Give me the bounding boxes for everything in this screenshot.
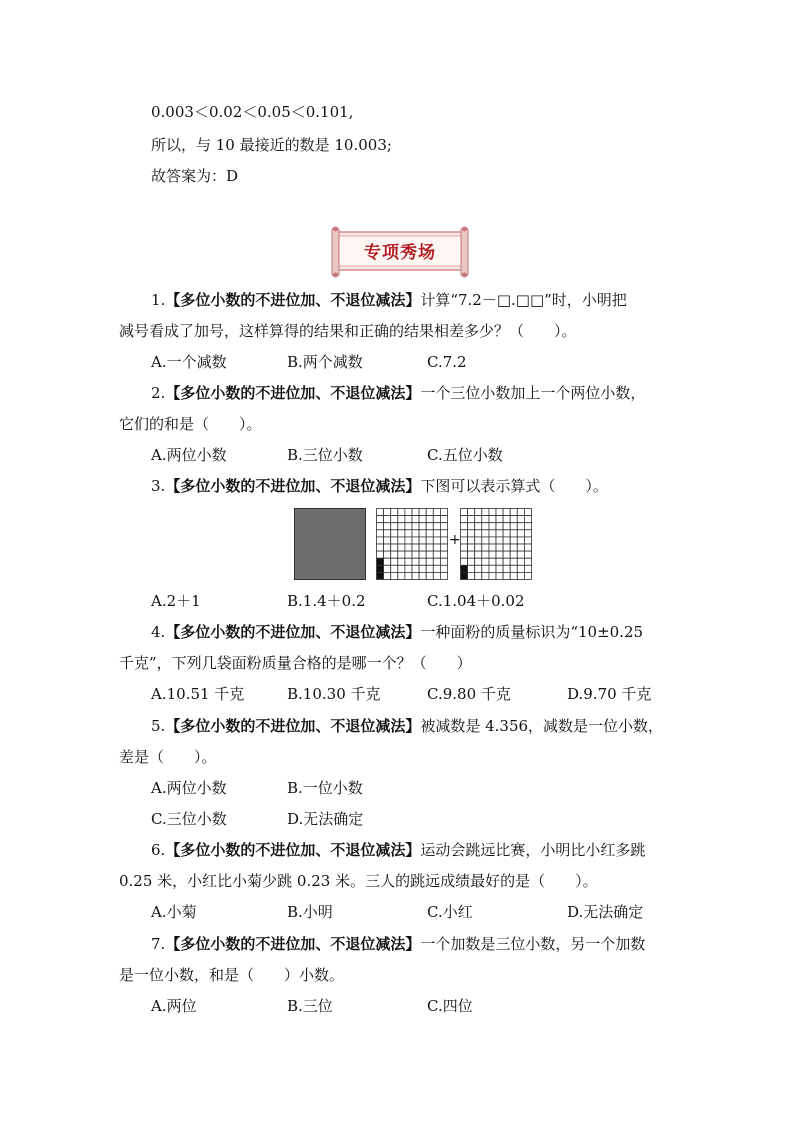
grid-cell xyxy=(503,523,510,530)
grid-cell xyxy=(510,530,517,537)
question-1-line-1 xyxy=(151,290,627,310)
grid-cell xyxy=(440,558,447,565)
grid-cell xyxy=(426,551,433,558)
q1-option-b[interactable]: B.两个减数 xyxy=(287,353,363,371)
grid-cell xyxy=(398,572,405,579)
grid-cell xyxy=(419,537,426,544)
grid-cell xyxy=(503,544,510,551)
grid-cell xyxy=(391,530,398,537)
grid-cell xyxy=(482,551,489,558)
q7-option-c[interactable]: C.四位 xyxy=(427,997,473,1015)
grid-cell xyxy=(524,537,531,544)
grid-cell-shaded xyxy=(461,565,468,572)
grid-cell xyxy=(475,551,482,558)
grid-cell xyxy=(489,516,496,523)
grid-cell xyxy=(503,558,510,565)
grid-cell xyxy=(503,516,510,523)
grid-cell xyxy=(405,572,412,579)
grid-cell xyxy=(426,565,433,572)
grid-cell xyxy=(419,516,426,523)
grid-cell xyxy=(412,523,419,530)
grid-cell xyxy=(503,509,510,516)
grid-cell xyxy=(412,558,419,565)
grid-cell xyxy=(468,544,475,551)
grid-cell xyxy=(517,544,524,551)
section-banner xyxy=(330,226,470,278)
grid-cell xyxy=(377,544,384,551)
grid-cell xyxy=(517,516,524,523)
q7-option-b[interactable]: B.三位 xyxy=(287,997,333,1015)
grid-cell xyxy=(503,530,510,537)
question-text: 一种面粉的质量标识为“10±0.25 xyxy=(420,623,644,641)
grid-cell xyxy=(426,537,433,544)
grid-cell xyxy=(384,558,391,565)
grid-cell xyxy=(405,551,412,558)
grid-cell xyxy=(503,572,510,579)
question-text: 一个加数是三位小数，另一个加数 xyxy=(420,935,646,953)
grid-cell xyxy=(412,516,419,523)
q3-option-b[interactable]: B.1.4＋0.2 xyxy=(287,592,366,610)
grid-cell xyxy=(440,509,447,516)
grid-cell xyxy=(517,523,524,530)
grid-cell xyxy=(489,523,496,530)
grid-cell xyxy=(426,572,433,579)
grid-cell xyxy=(377,516,384,523)
grid-cell xyxy=(419,544,426,551)
grid-cell xyxy=(482,537,489,544)
grid-cell xyxy=(489,551,496,558)
grid-cell xyxy=(384,530,391,537)
grid-cell xyxy=(517,537,524,544)
grid-cell xyxy=(405,530,412,537)
grid-cell xyxy=(524,572,531,579)
q5-option-c[interactable]: C.三位小数 xyxy=(151,810,227,828)
grid-cell xyxy=(468,537,475,544)
grid-cell xyxy=(384,565,391,572)
grid-cell xyxy=(524,558,531,565)
grid-cell xyxy=(482,516,489,523)
question-number: 2. xyxy=(151,384,166,402)
grid-cell xyxy=(405,537,412,544)
grid-cell xyxy=(482,523,489,530)
grid-cell xyxy=(398,516,405,523)
grid-cell xyxy=(475,544,482,551)
grid-cell xyxy=(468,565,475,572)
grid-cell xyxy=(377,537,384,544)
topic-tag: 【多位小数的不进位加、不退位减法】 xyxy=(165,841,421,859)
question-6-line-1 xyxy=(151,840,645,860)
grid-cell xyxy=(384,537,391,544)
grid-cell xyxy=(461,551,468,558)
grid-cell xyxy=(405,565,412,572)
grid-cell xyxy=(510,551,517,558)
grid-cell xyxy=(433,516,440,523)
grid-cell xyxy=(391,551,398,558)
grid-cell xyxy=(426,558,433,565)
q3-option-c[interactable]: C.1.04＋0.02 xyxy=(427,592,525,610)
grid-cell xyxy=(503,537,510,544)
grid-cell xyxy=(412,544,419,551)
grid-cell xyxy=(440,544,447,551)
grid-cell xyxy=(496,523,503,530)
grid-cell xyxy=(496,544,503,551)
grid-cell xyxy=(524,544,531,551)
grid-cell xyxy=(517,551,524,558)
grid-cell xyxy=(412,537,419,544)
question-text: 下图可以表示算式（ ）。 xyxy=(420,477,608,495)
grid-cell xyxy=(461,530,468,537)
grid-cell xyxy=(433,530,440,537)
question-number: 5. xyxy=(151,717,166,735)
grid-cell xyxy=(412,509,419,516)
grid-cell xyxy=(440,516,447,523)
q6-option-a[interactable]: A.小菊 xyxy=(151,903,197,921)
grid-cell xyxy=(412,572,419,579)
grid-cell xyxy=(440,565,447,572)
grid-cell xyxy=(391,558,398,565)
grid-cell xyxy=(461,516,468,523)
question-1-line-2: 减号看成了加号，这样算得的结果和正确的结果相差多少？（ ）。 xyxy=(119,322,577,340)
grid-cell xyxy=(517,530,524,537)
grid-cell xyxy=(475,516,482,523)
grid-cell xyxy=(461,544,468,551)
solution-line-3: 故答案为：D xyxy=(151,167,239,185)
grid-cell xyxy=(412,530,419,537)
q3-option-a[interactable]: A.2＋1 xyxy=(151,592,201,610)
grid-cell-shaded xyxy=(377,558,384,565)
grid-cell xyxy=(419,565,426,572)
grid-cell xyxy=(426,516,433,523)
q1-option-c[interactable]: C.7.2 xyxy=(427,353,467,371)
q5-option-d[interactable]: D.无法确定 xyxy=(287,810,364,828)
q6-option-d[interactable]: D.无法确定 xyxy=(567,903,644,921)
q2-option-c[interactable]: C.五位小数 xyxy=(427,446,503,464)
grid-cell xyxy=(482,558,489,565)
grid-cell xyxy=(391,537,398,544)
grid-cell xyxy=(419,558,426,565)
grid-cell xyxy=(398,523,405,530)
question-number: 1. xyxy=(151,291,166,309)
grid-cell xyxy=(440,537,447,544)
hundred-grid-2 xyxy=(460,508,532,580)
grid-cell xyxy=(433,523,440,530)
grid-cell-shaded xyxy=(461,572,468,579)
q2-option-a[interactable]: A.两位小数 xyxy=(151,446,227,464)
q4-option-b[interactable]: B.10.30 千克 xyxy=(287,685,381,703)
grid-cell xyxy=(433,509,440,516)
grid-cell xyxy=(468,558,475,565)
question-number: 6. xyxy=(151,841,166,859)
grid-cell xyxy=(510,516,517,523)
grid-cell xyxy=(517,565,524,572)
grid-cell xyxy=(510,537,517,544)
solution-line-1: 0.003＜0.02＜0.05＜0.101, xyxy=(151,103,354,121)
grid-cell xyxy=(391,523,398,530)
topic-tag: 【多位小数的不进位加、不退位减法】 xyxy=(165,477,421,495)
grid-cell xyxy=(510,558,517,565)
q1-option-a[interactable]: A.一个减数 xyxy=(151,353,227,371)
grid-cell xyxy=(398,551,405,558)
question-6-line-2: 0.25 米，小红比小菊少跳 0.23 米。三人的跳远成绩最好的是（ ）。 xyxy=(119,872,598,890)
grid-cell xyxy=(405,509,412,516)
grid-cell xyxy=(440,551,447,558)
grid-cell xyxy=(475,530,482,537)
question-2-line-1 xyxy=(151,383,645,403)
question-number: 4. xyxy=(151,623,166,641)
question-5-line-1 xyxy=(151,716,663,736)
grid-cell xyxy=(517,558,524,565)
question-3-line-1 xyxy=(151,476,608,496)
q5-option-b[interactable]: B.一位小数 xyxy=(287,779,363,797)
grid-cell xyxy=(433,544,440,551)
grid-cell xyxy=(377,530,384,537)
grid-cell xyxy=(377,551,384,558)
grid-cell xyxy=(468,572,475,579)
grid-cell xyxy=(503,551,510,558)
q7-option-a[interactable]: A.两位 xyxy=(151,997,197,1015)
grid-cell xyxy=(475,509,482,516)
question-2-line-2: 它们的和是（ ）。 xyxy=(119,415,262,433)
solution-line-2: 所以，与 10 最接近的数是 10.003; xyxy=(151,136,392,154)
question-7-line-2: 是一位小数，和是（ ）小数。 xyxy=(119,966,345,984)
grid-cell xyxy=(405,523,412,530)
grid-cell xyxy=(482,509,489,516)
grid-cell-shaded xyxy=(377,565,384,572)
grid-cell xyxy=(391,565,398,572)
grid-cell xyxy=(468,551,475,558)
grid-cell xyxy=(489,537,496,544)
grid-cell xyxy=(489,544,496,551)
question-5-line-2: 差是（ ）。 xyxy=(119,748,217,766)
grid-cell xyxy=(384,516,391,523)
grid-cell xyxy=(461,537,468,544)
grid-cell xyxy=(524,565,531,572)
grid-cell xyxy=(391,544,398,551)
grid-cell xyxy=(489,530,496,537)
grid-cell xyxy=(496,509,503,516)
question-number: 3. xyxy=(151,477,166,495)
full-square-icon xyxy=(294,508,366,580)
topic-tag: 【多位小数的不进位加、不退位减法】 xyxy=(165,291,421,309)
grid-cell xyxy=(475,523,482,530)
grid-cell xyxy=(468,523,475,530)
grid-cell xyxy=(510,572,517,579)
grid-cell xyxy=(517,509,524,516)
grid-cell xyxy=(496,537,503,544)
q5-option-a[interactable]: A.两位小数 xyxy=(151,779,227,797)
grid-cell xyxy=(496,551,503,558)
grid-cell xyxy=(475,537,482,544)
grid-cell xyxy=(419,530,426,537)
grid-cell xyxy=(433,558,440,565)
grid-cell xyxy=(496,558,503,565)
grid-cell xyxy=(419,551,426,558)
q2-option-b[interactable]: B.三位小数 xyxy=(287,446,363,464)
topic-tag: 【多位小数的不进位加、不退位减法】 xyxy=(165,935,421,953)
grid-cell xyxy=(405,544,412,551)
grid-cell xyxy=(489,565,496,572)
topic-tag: 【多位小数的不进位加、不退位减法】 xyxy=(165,384,421,402)
grid-cell xyxy=(468,509,475,516)
grid-cell xyxy=(377,523,384,530)
grid-cell xyxy=(461,523,468,530)
grid-cell xyxy=(510,544,517,551)
question-text: 计算“7.2－□.□□”时，小明把 xyxy=(420,291,627,309)
grid-cell xyxy=(496,572,503,579)
grid-cell xyxy=(440,572,447,579)
banner-title: 专项秀场 xyxy=(364,243,436,263)
grid-cell xyxy=(398,558,405,565)
q6-option-c[interactable]: C.小红 xyxy=(427,903,473,921)
grid-cell xyxy=(482,565,489,572)
grid-cell xyxy=(468,516,475,523)
question-number: 7. xyxy=(151,935,166,953)
question-text: 一个三位小数加上一个两位小数， xyxy=(420,384,646,402)
grid-cell xyxy=(426,530,433,537)
grid-cell xyxy=(426,523,433,530)
grid-cell xyxy=(398,565,405,572)
grid-cell xyxy=(475,558,482,565)
grid-cell xyxy=(496,530,503,537)
hundred-grid-1 xyxy=(376,508,448,580)
grid-cell xyxy=(440,523,447,530)
topic-tag: 【多位小数的不进位加、不退位减法】 xyxy=(165,623,421,641)
grid-cell xyxy=(489,572,496,579)
grid-cell xyxy=(510,565,517,572)
grid-cell xyxy=(433,572,440,579)
grid-cell xyxy=(426,544,433,551)
grid-cell xyxy=(384,572,391,579)
grid-cell-shaded xyxy=(377,572,384,579)
grid-cell xyxy=(489,558,496,565)
q4-option-d[interactable]: D.9.70 千克 xyxy=(567,685,652,703)
question-text: 运动会跳远比赛，小明比小红多跳 xyxy=(420,841,646,859)
grid-cell xyxy=(384,544,391,551)
grid-cell xyxy=(398,509,405,516)
grid-cell xyxy=(433,551,440,558)
grid-cell xyxy=(440,530,447,537)
grid-cell xyxy=(510,523,517,530)
grid-cell xyxy=(391,509,398,516)
grid-cell xyxy=(398,544,405,551)
grid-cell xyxy=(489,509,496,516)
grid-cell xyxy=(384,551,391,558)
grid-cell xyxy=(496,565,503,572)
grid-cell xyxy=(475,565,482,572)
question-4-line-2: 千克”，下列几袋面粉质量合格的是哪一个？（ ） xyxy=(119,654,472,672)
q4-option-c[interactable]: C.9.80 千克 xyxy=(427,685,511,703)
grid-cell xyxy=(482,544,489,551)
grid-cell xyxy=(461,509,468,516)
plus-sign: + xyxy=(449,532,461,548)
grid-cell xyxy=(405,558,412,565)
grid-cell xyxy=(433,565,440,572)
question-4-line-1 xyxy=(151,622,643,642)
grid-cell xyxy=(461,558,468,565)
grid-cell xyxy=(398,537,405,544)
grid-cell xyxy=(468,530,475,537)
grid-cell xyxy=(524,551,531,558)
grid-cell xyxy=(524,523,531,530)
grid-cell xyxy=(419,523,426,530)
question-7-line-1 xyxy=(151,934,645,954)
grid-cell xyxy=(503,565,510,572)
grid-cell xyxy=(419,572,426,579)
grid-cell xyxy=(510,509,517,516)
grid-cell xyxy=(475,572,482,579)
grid-cell xyxy=(517,572,524,579)
grid-cell xyxy=(412,565,419,572)
grid-cell xyxy=(496,516,503,523)
grid-cell xyxy=(482,572,489,579)
grid-cell xyxy=(377,509,384,516)
question-text: 被减数是 4.356，减数是一位小数， xyxy=(420,717,664,735)
q6-option-b[interactable]: B.小明 xyxy=(287,903,333,921)
grid-cell xyxy=(426,509,433,516)
grid-cell xyxy=(433,537,440,544)
grid-cell xyxy=(384,523,391,530)
grid-cell xyxy=(419,509,426,516)
q4-option-a[interactable]: A.10.51 千克 xyxy=(151,685,245,703)
grid-cell xyxy=(412,551,419,558)
grid-cell xyxy=(405,516,412,523)
grid-cell xyxy=(391,572,398,579)
grid-cell xyxy=(524,509,531,516)
topic-tag: 【多位小数的不进位加、不退位减法】 xyxy=(165,717,421,735)
grid-cell xyxy=(482,530,489,537)
grid-cell xyxy=(391,516,398,523)
grid-cell xyxy=(384,509,391,516)
grid-cell xyxy=(524,530,531,537)
grid-cell xyxy=(524,516,531,523)
grid-cell xyxy=(398,530,405,537)
